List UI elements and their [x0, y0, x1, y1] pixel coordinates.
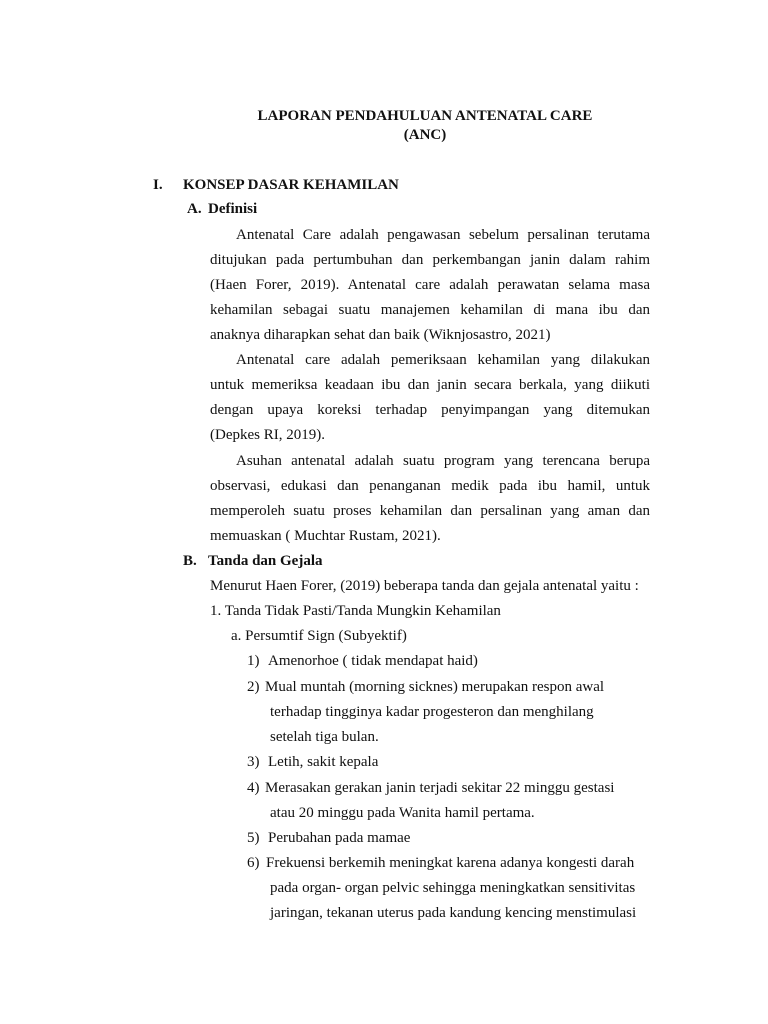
section-number: I. — [153, 177, 163, 193]
list-number: 3) — [247, 754, 260, 770]
list-text: Mual muntah (morning sicknes) merupakan respon awal — [265, 679, 605, 695]
list-text: terhadap tingginya kadar progesteron dan menghilang — [270, 704, 594, 720]
definition-p3-line: memuaskan ( Muchtar Rustam, 2021). — [210, 528, 441, 544]
definition-p3-line: memperoleh suatu proses kehamilan dan persalinan yang aman dan — [210, 503, 650, 519]
definition-p1-line: kehamilan sebagai suatu manajemen kehamilan di mana ibu dan — [210, 302, 650, 318]
definition-p1-line: ditujukan pada pertumbuhan dan perkembangan janin dalam rahim — [210, 252, 650, 268]
subsection-a-heading: Definisi — [208, 201, 258, 217]
definition-p3-line: observasi, edukasi dan penanganan medik pada ibu hamil, untuk — [210, 478, 650, 494]
list-item-1a: a. Persumtif Sign (Subyektif) — [231, 628, 407, 644]
signs-intro: Menurut Haen Forer, (2019) beberapa tanda dan gejala antenatal yaitu : — [210, 578, 639, 594]
list-text: pada organ- organ pelvic sehingga meningkatkan sensitivitas — [270, 880, 636, 896]
list-text: atau 20 minggu pada Wanita hamil pertama. — [270, 805, 535, 821]
list-text: Perubahan pada mamae — [268, 830, 411, 846]
list-number: 5) — [247, 830, 260, 846]
list-text: Merasakan gerakan janin terjadi sekitar 22 minggu gestasi — [265, 780, 615, 796]
subsection-a-label: A. — [187, 201, 202, 217]
subsection-b-label: B. — [183, 553, 197, 569]
definition-p2-line: dengan upaya koreksi terhadap penyimpangan yang ditemukan — [210, 402, 650, 418]
title-line-2: (ANC) — [403, 127, 447, 143]
list-text: jaringan, tekanan uterus pada kandung kencing menstimulasi — [270, 905, 637, 921]
definition-p1-line: anaknya diharapkan sehat dan baik (Wiknjosastro, 2021) — [210, 327, 551, 343]
definition-p2-line: untuk memeriksa keadaan ibu dan janin secara berkala, yang diikuti — [210, 377, 650, 393]
title-line-1: LAPORAN PENDAHULUAN ANTENATAL CARE — [257, 108, 593, 124]
section-heading: KONSEP DASAR KEHAMILAN — [183, 177, 399, 193]
definition-p3-line: Asuhan antenatal adalah suatu program yang terencana berupa — [236, 453, 650, 469]
definition-p1-line: (Haen Forer, 2019). Antenatal care adalah perawatan selama masa — [210, 277, 650, 293]
list-text: Amenorhoe ( tidak mendapat haid) — [268, 653, 478, 669]
list-text: setelah tiga bulan. — [270, 729, 379, 745]
list-number: 2) — [247, 679, 260, 695]
definition-p2-line: Antenatal care adalah pemeriksaan kehamilan yang dilakukan — [236, 352, 650, 368]
list-number: 1) — [247, 653, 260, 669]
list-number: 6) — [247, 855, 260, 871]
list-text: Frekuensi berkemih meningkat karena adanya kongesti darah — [266, 855, 635, 871]
list-item-1: 1. Tanda Tidak Pasti/Tanda Mungkin Kehamilan — [210, 603, 501, 619]
list-text: Letih, sakit kepala — [268, 754, 379, 770]
definition-p1-line: Antenatal Care adalah pengawasan sebelum persalinan terutama — [236, 227, 650, 243]
list-number: 4) — [247, 780, 260, 796]
subsection-b-heading: Tanda dan Gejala — [208, 553, 323, 569]
definition-p2-line: (Depkes RI, 2019). — [210, 427, 325, 443]
